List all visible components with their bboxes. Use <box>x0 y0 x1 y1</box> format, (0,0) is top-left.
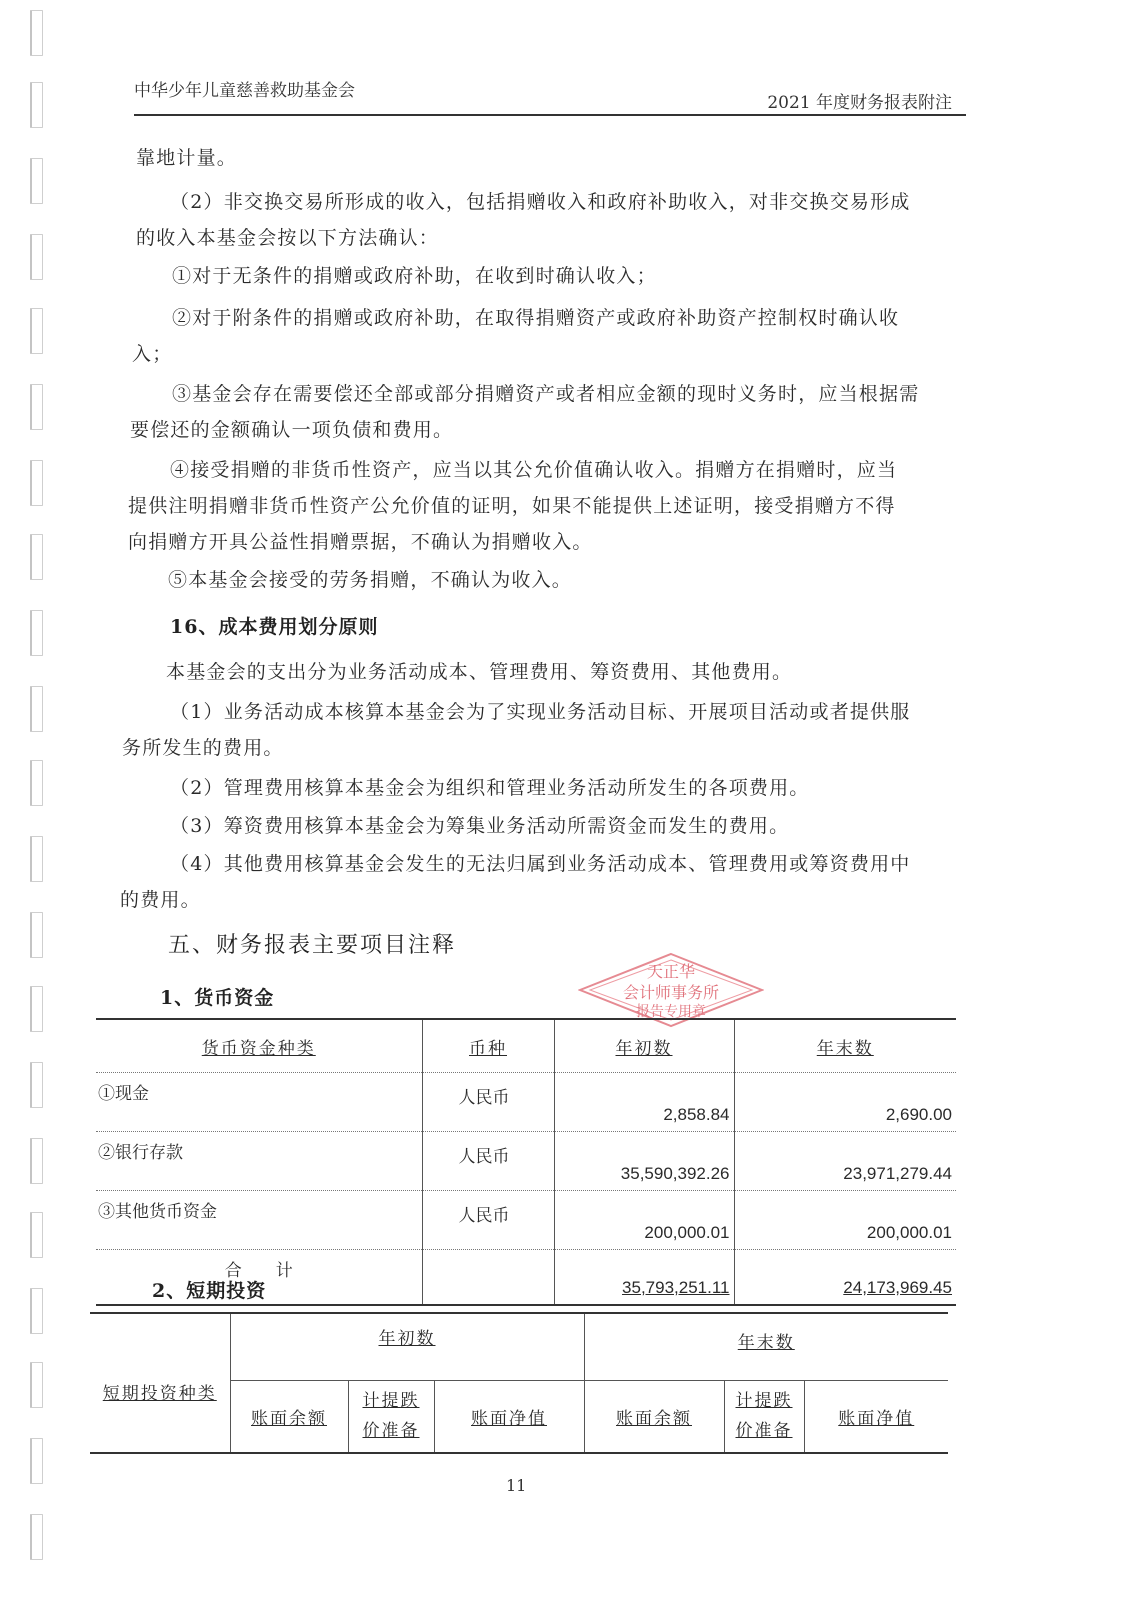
text-line: ④接受捐赠的非货币性资产，应当以其公允价值确认收入。捐赠方在捐赠时，应当 <box>170 459 898 481</box>
stamp-line-1: 天正华 <box>646 962 696 981</box>
table-row <box>96 1191 956 1250</box>
cash-section-heading: 1、货币资金 <box>160 987 275 1009</box>
text-line: 的收入本基金会按以下方法确认： <box>136 227 440 249</box>
revenue-recognition-text <box>118 140 968 598</box>
row-name: ③其他货币资金 <box>96 1191 422 1250</box>
col-header-currency: 币种 <box>422 1019 554 1073</box>
table-row <box>96 1073 956 1132</box>
col-begin-book-balance: 账面余额 <box>230 1381 348 1453</box>
binding-marks <box>0 0 50 1600</box>
page-number: 11 <box>506 1476 527 1495</box>
header-report-title: 2021 年度财务报表附注 <box>767 93 952 113</box>
stamp-line-2: 会计师事务所 <box>622 983 720 1002</box>
header-org-name: 中华少年儿童慈善救助基金会 <box>134 81 355 101</box>
table-header-row <box>96 1019 956 1073</box>
row-name: ①现金 <box>96 1073 422 1132</box>
text-line: ⑤本基金会接受的劳务捐赠，不确认为收入。 <box>168 569 573 591</box>
text-line: 靠地计量。 <box>136 147 238 169</box>
section-5-heading: 五、财务报表主要项目注释 <box>168 933 457 958</box>
text-line: （3）筹资费用核算本基金会为筹集业务活动所需资金而发生的费用。 <box>170 815 790 837</box>
text-line: 务所发生的费用。 <box>122 737 284 759</box>
stamp-line-3: 报告专用章 <box>636 1004 706 1020</box>
col-begin-net-value: 账面净值 <box>434 1381 584 1453</box>
text-line: 向捐赠方开具公益性捐赠票据，不确认为捐赠收入。 <box>128 531 593 553</box>
col-end-net-value: 账面净值 <box>804 1381 948 1453</box>
cost-allocation-text <box>118 654 968 918</box>
col-begin-provision: 计提跌 价准备 <box>348 1381 434 1453</box>
row-end: 200,000.01 <box>734 1191 956 1250</box>
total-currency-empty <box>422 1250 554 1306</box>
total-end: 24,173,969.45 <box>734 1250 956 1306</box>
row-currency: 人民币 <box>422 1191 554 1250</box>
page-header <box>134 70 966 116</box>
row-end: 2,690.00 <box>734 1073 956 1132</box>
text-line: （2）非交换交易所形成的收入，包括捐赠收入和政府补助收入，对非交换交易形成 <box>170 191 911 213</box>
col-header-begin: 年初数 <box>230 1313 584 1381</box>
col-end-book-balance: 账面余额 <box>584 1381 724 1453</box>
row-end: 23,971,279.44 <box>734 1132 956 1191</box>
col-header-end: 年末数 <box>584 1313 948 1381</box>
total-begin: 35,793,251.11 <box>554 1250 734 1306</box>
text-line: （2）管理费用核算本基金会为组织和管理业务活动所发生的各项费用。 <box>170 777 810 799</box>
col-header-end: 年末数 <box>734 1019 956 1073</box>
text-line: ①对于无条件的捐赠或政府补助，在收到时确认收入； <box>172 265 657 287</box>
text-line: ②对于附条件的捐赠或政府补助，在取得捐赠资产或政府补助资产控制权时确认收 <box>172 307 900 329</box>
text-line: ③基金会存在需要偿还全部或部分捐赠资产或者相应金额的现时义务时，应当根据需 <box>172 383 920 405</box>
text-line: 的费用。 <box>120 889 201 911</box>
text-line: 要偿还的金额确认一项负债和费用。 <box>130 419 454 441</box>
short-invest-table <box>90 1312 948 1454</box>
col-header-type: 短期投资种类 <box>90 1313 230 1453</box>
text-line: 本基金会的支出分为业务活动成本、管理费用、筹资费用、其他费用。 <box>166 661 793 683</box>
row-begin: 200,000.01 <box>554 1191 734 1250</box>
auditor-seal-stamp <box>578 952 764 1028</box>
col-header-begin: 年初数 <box>554 1019 734 1073</box>
cash-table <box>96 1018 956 1306</box>
section-16-heading: 16、成本费用划分原则 <box>170 616 379 638</box>
text-line: （1）业务活动成本核算本基金会为了实现业务活动目标、开展项目活动或者提供服 <box>170 701 911 723</box>
row-begin: 35,590,392.26 <box>554 1132 734 1191</box>
col-header-type: 货币资金种类 <box>96 1019 422 1073</box>
total-label: 合 计 <box>96 1250 422 1306</box>
table-row <box>96 1132 956 1191</box>
text-line: 入； <box>132 343 173 365</box>
row-currency: 人民币 <box>422 1132 554 1191</box>
short-invest-heading: 2、短期投资 <box>152 1280 267 1302</box>
row-name: ②银行存款 <box>96 1132 422 1191</box>
text-line: 提供注明捐赠非货币性资产公允价值的证明，如果不能提供上述证明，接受捐赠方不得 <box>128 495 896 517</box>
row-begin: 2,858.84 <box>554 1073 734 1132</box>
text-line: （4）其他费用核算基金会发生的无法归属到业务活动成本、管理费用或筹资费用中 <box>170 853 911 875</box>
col-end-provision: 计提跌 价准备 <box>724 1381 804 1453</box>
row-currency: 人民币 <box>422 1073 554 1132</box>
